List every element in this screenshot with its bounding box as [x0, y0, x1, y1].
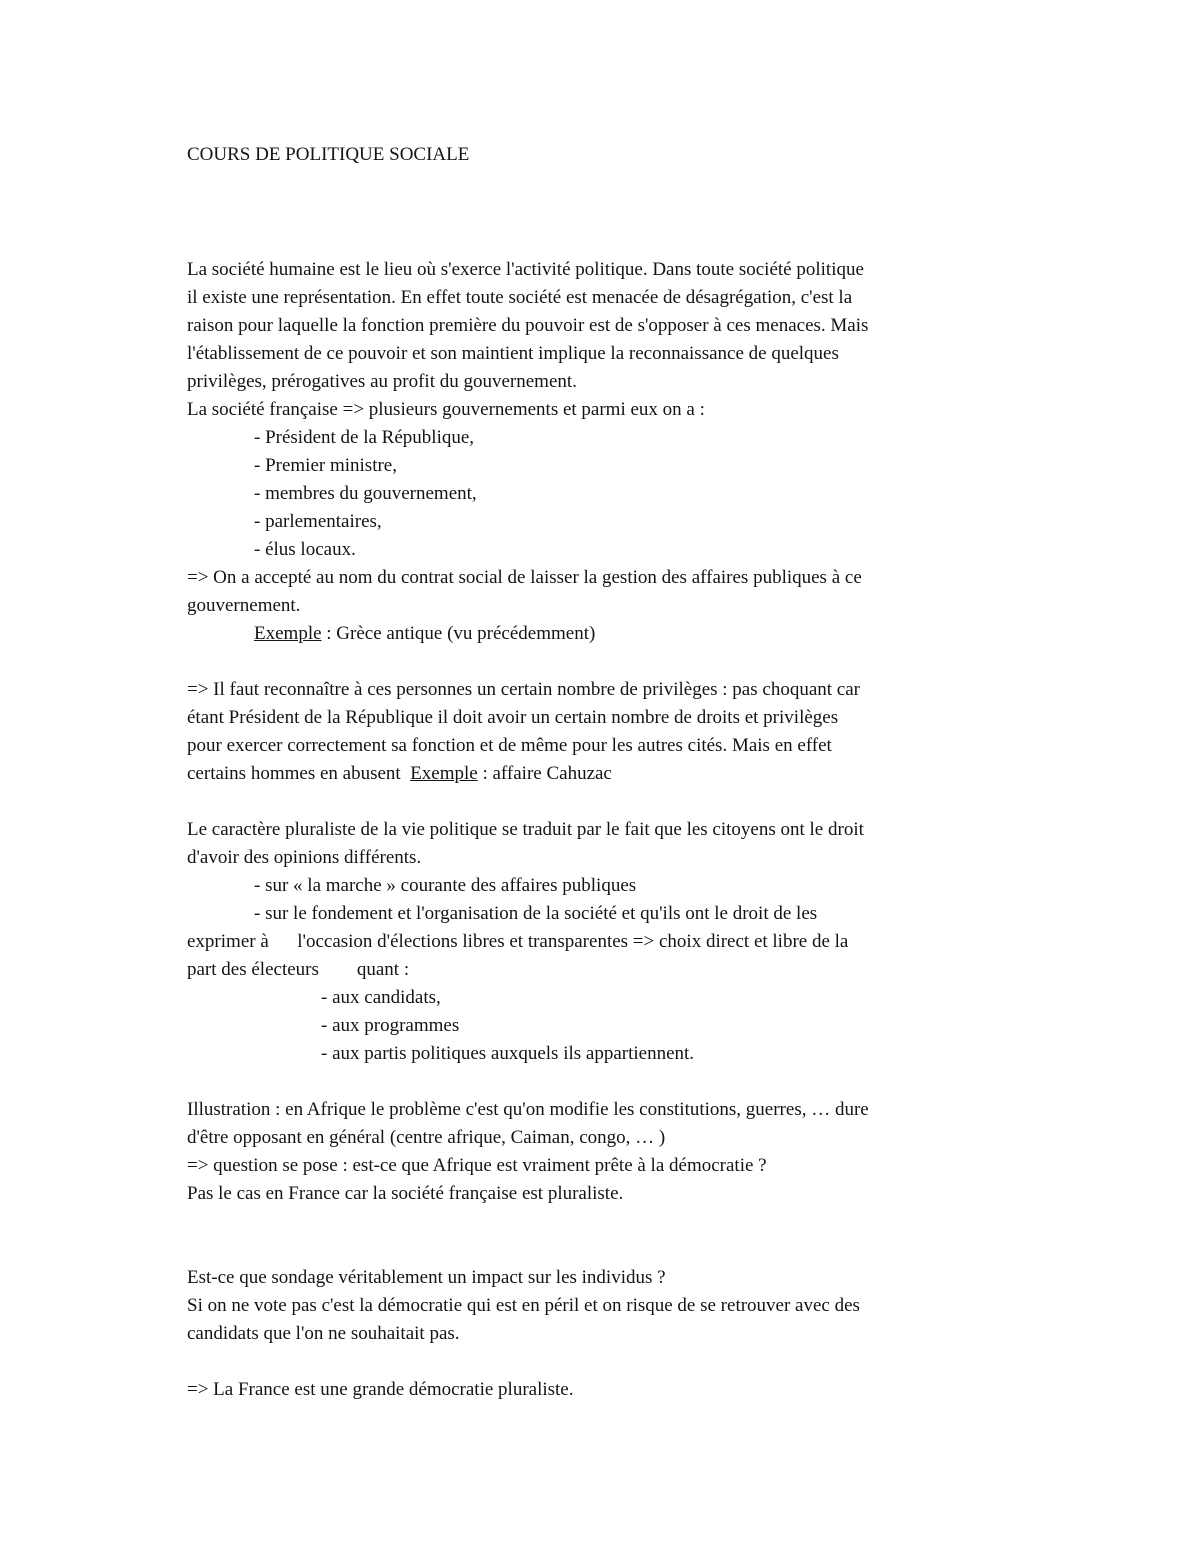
list-item: - parlementaires,	[254, 511, 382, 532]
example-line	[254, 620, 595, 648]
list-item: - sur le fondement et l'organisation de la société et qu'ils ont le droit de les	[254, 903, 818, 924]
text-line: Le caractère pluraliste de la vie politique se traduit par le fait que les citoyens ont le droit	[187, 819, 864, 840]
text-line: privilèges, prérogatives au profit du gouvernement.	[187, 371, 577, 392]
text-line: d'avoir des opinions différents.	[187, 847, 422, 868]
document-title: COURS DE POLITIQUE SOCIALE	[187, 144, 470, 165]
text-line: => Il faut reconnaître à ces personnes un certain nombre de privilèges : pas choquant car	[187, 679, 860, 700]
text-line: Est-ce que sondage véritablement un impact sur les individus ?	[187, 1267, 666, 1288]
text-line: étant Président de la République il doit avoir un certain nombre de droits et privilèges	[187, 707, 839, 728]
text-line: Illustration : en Afrique le problème c'est qu'on modifie les constitutions, guerres, … dure	[187, 1099, 869, 1120]
text-line: Pas le cas en France car la société française est pluraliste.	[187, 1183, 624, 1204]
text-line: pour exercer correctement sa fonction et de même pour les autres cités. Mais en effet	[187, 735, 832, 756]
text-line: part des électeurs quant :	[187, 959, 410, 980]
list-item: - aux candidats,	[321, 987, 441, 1008]
text-line: il existe une représentation. En effet toute société est menacée de désagrégation, c'est la	[187, 287, 853, 308]
example-text: : affaire Cahuzac	[477, 763, 612, 784]
example-line	[187, 760, 612, 788]
text-line: Si on ne vote pas c'est la démocratie qui est en péril et on risque de se retrouver avec des	[187, 1295, 860, 1316]
list-item: - membres du gouvernement,	[254, 483, 477, 504]
list-item: - élus locaux.	[254, 539, 356, 560]
text-line: d'être opposant en général (centre afrique, Caiman, congo, … )	[187, 1127, 666, 1148]
list-item: - aux partis politiques auxquels ils appartiennent.	[321, 1043, 695, 1064]
list-item: - Président de la République,	[254, 427, 475, 448]
text-line: raison pour laquelle la fonction première du pouvoir est de s'opposer à ces menaces. Mais	[187, 315, 869, 336]
conclusion-line: => La France est une grande démocratie pluraliste.	[187, 1379, 574, 1400]
text-line: => On a accepté au nom du contrat social de laisser la gestion des affaires publiques à ce	[187, 567, 862, 588]
text-line: La société française => plusieurs gouvernements et parmi eux on a :	[187, 399, 705, 420]
text-line: La société humaine est le lieu où s'exerce l'activité politique. Dans toute société politique	[187, 259, 864, 280]
list-item: - aux programmes	[321, 1015, 460, 1036]
text-line: candidats que l'on ne souhaitait pas.	[187, 1323, 460, 1344]
text-line: gouvernement.	[187, 595, 301, 616]
list-item: - Premier ministre,	[254, 455, 397, 476]
text-line: exprimer à l'occasion d'élections libres et transparentes => choix direct et libre de la	[187, 931, 849, 952]
example-label: Exemple	[410, 763, 478, 784]
example-label: Exemple	[254, 623, 322, 644]
text-span: certains hommes en abusent	[187, 763, 411, 784]
example-text: : Grèce antique (vu précédemment)	[321, 623, 596, 644]
text-line: l'établissement de ce pouvoir et son maintient implique la reconnaissance de quelques	[187, 343, 839, 364]
list-item: - sur « la marche » courante des affaires publiques	[254, 875, 637, 896]
text-line: => question se pose : est-ce que Afrique est vraiment prête à la démocratie ?	[187, 1155, 767, 1176]
